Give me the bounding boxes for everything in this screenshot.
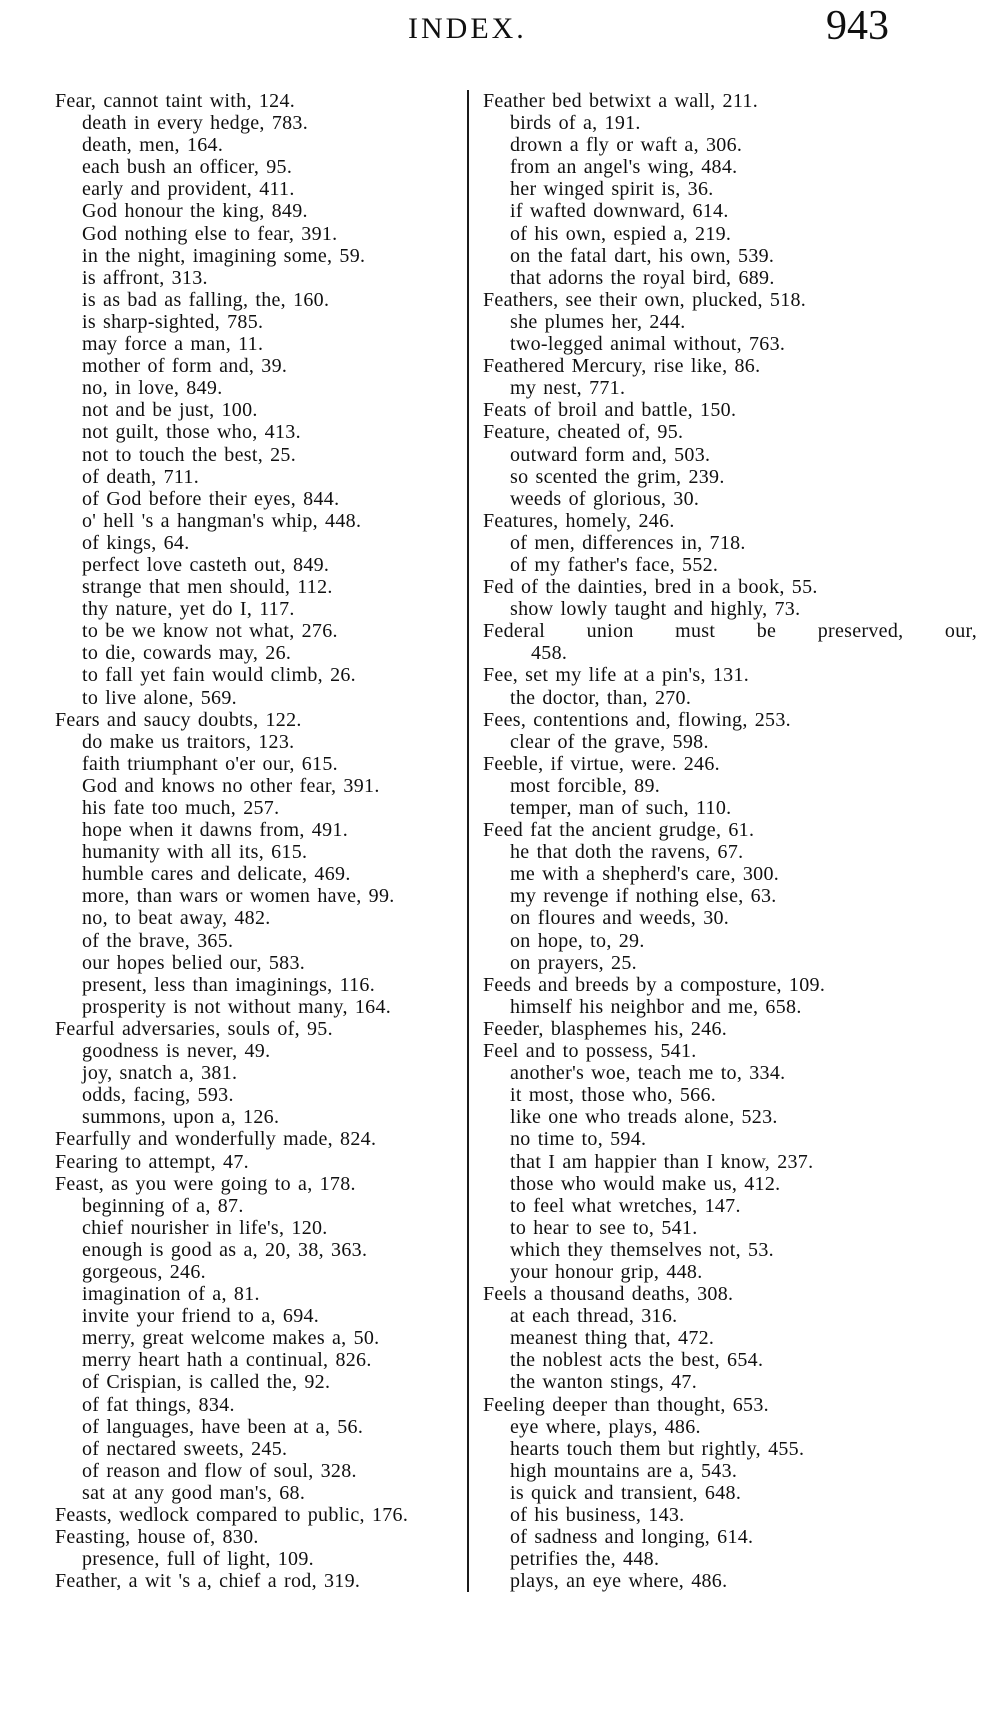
- index-entry: drown a fly or waft a, 306.: [510, 134, 743, 157]
- index-entry: like one who treads alone, 523.: [510, 1106, 778, 1129]
- index-entry: summons, upon a, 126.: [82, 1106, 280, 1129]
- index-entry: gorgeous, 246.: [82, 1260, 206, 1283]
- index-entry: Fee, set my life at a pin's, 131.: [483, 664, 750, 687]
- index-entry: Federal union must be preserved, our,: [483, 620, 977, 643]
- index-entry: not guilt, those who, 413.: [82, 421, 301, 444]
- index-entry: strange that men should, 112.: [82, 576, 333, 599]
- index-entry: Feasting, house of, 830.: [55, 1526, 259, 1549]
- index-entry: is as bad as falling, the, 160.: [82, 288, 330, 311]
- index-entry: clear of the grave, 598.: [510, 730, 709, 753]
- index-entry: the noblest acts the best, 654.: [510, 1349, 764, 1372]
- index-entry: your honour grip, 448.: [510, 1260, 703, 1283]
- index-entry: is quick and transient, 648.: [510, 1481, 742, 1504]
- index-entry: Feather bed betwixt a wall, 211.: [483, 90, 759, 112]
- index-entry: beginning of a, 87.: [82, 1194, 244, 1217]
- index-entry: each bush an officer, 95.: [82, 156, 293, 179]
- index-entry: to live alone, 569.: [82, 686, 237, 709]
- index-entry: prosperity is not without many, 164.: [82, 995, 392, 1018]
- index-entry: of the brave, 365.: [82, 929, 234, 952]
- index-entry: perfect love casteth out, 849.: [82, 553, 330, 576]
- index-entry: death in every hedge, 783.: [82, 112, 309, 135]
- index-entry: weeds of glorious, 30.: [510, 487, 700, 510]
- index-entry: no, to beat away, 482.: [82, 907, 271, 930]
- index-entry: high mountains are a, 543.: [510, 1459, 738, 1482]
- index-entry: hope when it dawns from, 491.: [82, 819, 348, 842]
- index-entry: to hear to see to, 541.: [510, 1216, 698, 1239]
- index-entry: is affront, 313.: [82, 266, 208, 289]
- index-entry: my revenge if nothing else, 63.: [510, 885, 777, 908]
- index-entry: Feast, as you were going to a, 178.: [55, 1172, 356, 1195]
- index-entry: Feasts, wedlock compared to public, 176.: [55, 1504, 409, 1526]
- index-column-right: [483, 90, 977, 1592]
- index-entry: he that doth the ravens, 67.: [510, 841, 744, 864]
- index-entry: God honour the king, 849.: [82, 200, 308, 223]
- index-entry: of my father's face, 552.: [510, 553, 719, 576]
- index-entry: not to touch the best, 25.: [82, 443, 296, 466]
- index-entry: show lowly taught and highly, 73.: [510, 598, 801, 621]
- index-entry: the doctor, than, 270.: [510, 686, 692, 709]
- index-entry: Features, homely, 246.: [483, 509, 675, 532]
- index-entry: faith triumphant o'er our, 615.: [82, 752, 338, 775]
- index-entry: of nectared sweets, 245.: [82, 1437, 288, 1460]
- index-entry: in the night, imagining some, 59.: [82, 244, 366, 267]
- index-entry: of reason and flow of soul, 328.: [82, 1459, 357, 1482]
- index-entry: another's woe, teach me to, 334.: [510, 1062, 786, 1085]
- index-entry: Fed of the dainties, bred in a book, 55.: [483, 576, 818, 599]
- index-entry: she plumes her, 244.: [510, 310, 686, 333]
- index-entry: humanity with all its, 615.: [82, 841, 308, 864]
- index-entry: Fearfully and wonderfully made, 824.: [55, 1128, 377, 1151]
- index-entry: Feats of broil and battle, 150.: [483, 399, 737, 422]
- index-entry: Feel and to possess, 541.: [483, 1040, 697, 1063]
- index-entry: the wanton stings, 47.: [510, 1371, 697, 1394]
- index-entry: no time to, 594.: [510, 1128, 647, 1151]
- index-entry: death, men, 164.: [82, 134, 224, 157]
- index-entry: if wafted downward, 614.: [510, 200, 729, 223]
- index-entry: his fate too much, 257.: [82, 797, 280, 819]
- index-entry: my nest, 771.: [510, 377, 626, 400]
- index-entry: invite your friend to a, 694.: [82, 1305, 320, 1328]
- index-entry: on floures and weeds, 30.: [510, 907, 730, 930]
- index-entry: mother of form and, 39.: [82, 355, 288, 378]
- index-entry: eye where, plays, 486.: [510, 1415, 701, 1438]
- index-entry: two-legged animal without, 763.: [510, 333, 786, 356]
- index-entry: to die, cowards may, 26.: [82, 642, 292, 665]
- index-entry: of kings, 64.: [82, 531, 190, 554]
- index-entry: Fears and saucy doubts, 122.: [55, 708, 302, 731]
- index-entry: hearts touch them but rightly, 455.: [510, 1437, 805, 1460]
- index-entry: joy, snatch a, 381.: [82, 1062, 238, 1085]
- index-entry: not and be just, 100.: [82, 399, 258, 422]
- index-entry: Feeling deeper than thought, 653.: [483, 1393, 769, 1416]
- index-column-left: [55, 90, 461, 1592]
- index-entry: from an angel's wing, 484.: [510, 156, 738, 179]
- index-entry: Feathered Mercury, rise like, 86.: [483, 355, 761, 378]
- index-entry: God nothing else to fear, 391.: [82, 222, 338, 245]
- index-entry: early and provident, 411.: [82, 178, 295, 201]
- index-entry: no, in love, 849.: [82, 377, 223, 400]
- index-entry: to feel what wretches, 147.: [510, 1194, 741, 1217]
- index-entry: Feature, cheated of, 95.: [483, 421, 684, 444]
- index-entry: do make us traitors, 123.: [82, 730, 295, 753]
- index-entry: that I am happier than I know, 237.: [510, 1150, 814, 1173]
- index-entry: humble cares and delicate, 469.: [82, 863, 351, 886]
- index-entry: Feeble, if virtue, were. 246.: [483, 752, 720, 775]
- index-entry: enough is good as a, 20, 38, 363.: [82, 1238, 368, 1261]
- index-entry: our hopes belied our, 583.: [82, 951, 306, 974]
- index-entry: more, than wars or women have, 99.: [82, 885, 395, 908]
- index-entry: imagination of a, 81.: [82, 1283, 260, 1306]
- index-entry: outward form and, 503.: [510, 443, 711, 466]
- index-entry: birds of a, 191.: [510, 112, 641, 135]
- index-entry: so scented the grim, 239.: [510, 465, 725, 488]
- index-entry: of death, 711.: [82, 465, 200, 488]
- index-entry: merry, great welcome makes a, 50.: [82, 1327, 380, 1350]
- index-entry: those who would make us, 412.: [510, 1172, 781, 1195]
- index-entry: of God before their eyes, 844.: [82, 487, 340, 510]
- page-number: 943: [826, 3, 889, 49]
- index-entry: Feeder, blasphemes his, 246.: [483, 1017, 728, 1040]
- index-entry: of his business, 143.: [510, 1504, 685, 1526]
- index-entry: Feathers, see their own, plucked, 518.: [483, 288, 807, 311]
- index-entry: plays, an eye where, 486.: [510, 1570, 728, 1593]
- index-entry: of fat things, 834.: [82, 1393, 235, 1416]
- index-entry: most forcible, 89.: [510, 774, 661, 797]
- index-entry: that adorns the royal bird, 689.: [510, 266, 775, 289]
- index-entry: which they themselves not, 53.: [510, 1238, 774, 1261]
- index-entry: odds, facing, 593.: [82, 1084, 234, 1107]
- index-entry: Fearing to attempt, 47.: [55, 1150, 249, 1173]
- index-entry: merry heart hath a continual, 826.: [82, 1349, 372, 1372]
- index-entry: to be we know not what, 276.: [82, 620, 338, 643]
- index-entry: Fearful adversaries, souls of, 95.: [55, 1017, 333, 1040]
- index-entry: of languages, have been at a, 56.: [82, 1415, 364, 1438]
- index-entry: on the fatal dart, his own, 539.: [510, 244, 775, 267]
- index-entry: of men, differences in, 718.: [510, 531, 746, 554]
- column-divider-rule: [467, 90, 469, 1592]
- index-entry: may force a man, 11.: [82, 333, 264, 356]
- index-entry: is sharp-sighted, 785.: [82, 310, 264, 333]
- index-entry: goodness is never, 49.: [82, 1040, 271, 1063]
- index-entry: to fall yet fain would climb, 26.: [82, 664, 356, 687]
- index-entry: sat at any good man's, 68.: [82, 1481, 306, 1504]
- index-entry: Fees, contentions and, flowing, 253.: [483, 708, 791, 731]
- index-entry: Feed fat the ancient grudge, 61.: [483, 819, 755, 842]
- index-entry: Feeds and breeds by a composture, 109.: [483, 973, 826, 996]
- index-entry: her winged spirit is, 36.: [510, 178, 714, 201]
- index-entry: meanest thing that, 472.: [510, 1327, 715, 1350]
- index-entry: at each thread, 316.: [510, 1305, 678, 1328]
- index-entry: God and knows no other fear, 391.: [82, 774, 380, 797]
- index-entry: it most, those who, 566.: [510, 1084, 717, 1107]
- index-entry: Feather, a wit 's a, chief a rod, 319.: [55, 1570, 361, 1593]
- page-title: INDEX.: [408, 12, 527, 45]
- index-entry: on hope, to, 29.: [510, 929, 645, 952]
- index-entry: petrifies the, 448.: [510, 1548, 660, 1571]
- index-entry: himself his neighbor and me, 658.: [510, 995, 802, 1018]
- index-entry: thy nature, yet do I, 117.: [82, 598, 295, 621]
- index-entry: Fear, cannot taint with, 124.: [55, 90, 296, 112]
- index-entry: on prayers, 25.: [510, 951, 637, 974]
- index-entry: o' hell 's a hangman's whip, 448.: [82, 509, 362, 532]
- index-entry: temper, man of such, 110.: [510, 797, 732, 819]
- index-entry: me with a shepherd's care, 300.: [510, 863, 780, 886]
- index-entry: of his own, espied a, 219.: [510, 222, 732, 245]
- index-entry: chief nourisher in life's, 120.: [82, 1216, 328, 1239]
- index-entry: of Crispian, is called the, 92.: [82, 1371, 331, 1394]
- index-entry: Feels a thousand deaths, 308.: [483, 1283, 734, 1306]
- index-entry: 458.: [531, 642, 568, 665]
- index-entry: present, less than imaginings, 116.: [82, 973, 376, 996]
- index-entry: presence, full of light, 109.: [82, 1548, 314, 1571]
- index-entry: of sadness and longing, 614.: [510, 1526, 754, 1549]
